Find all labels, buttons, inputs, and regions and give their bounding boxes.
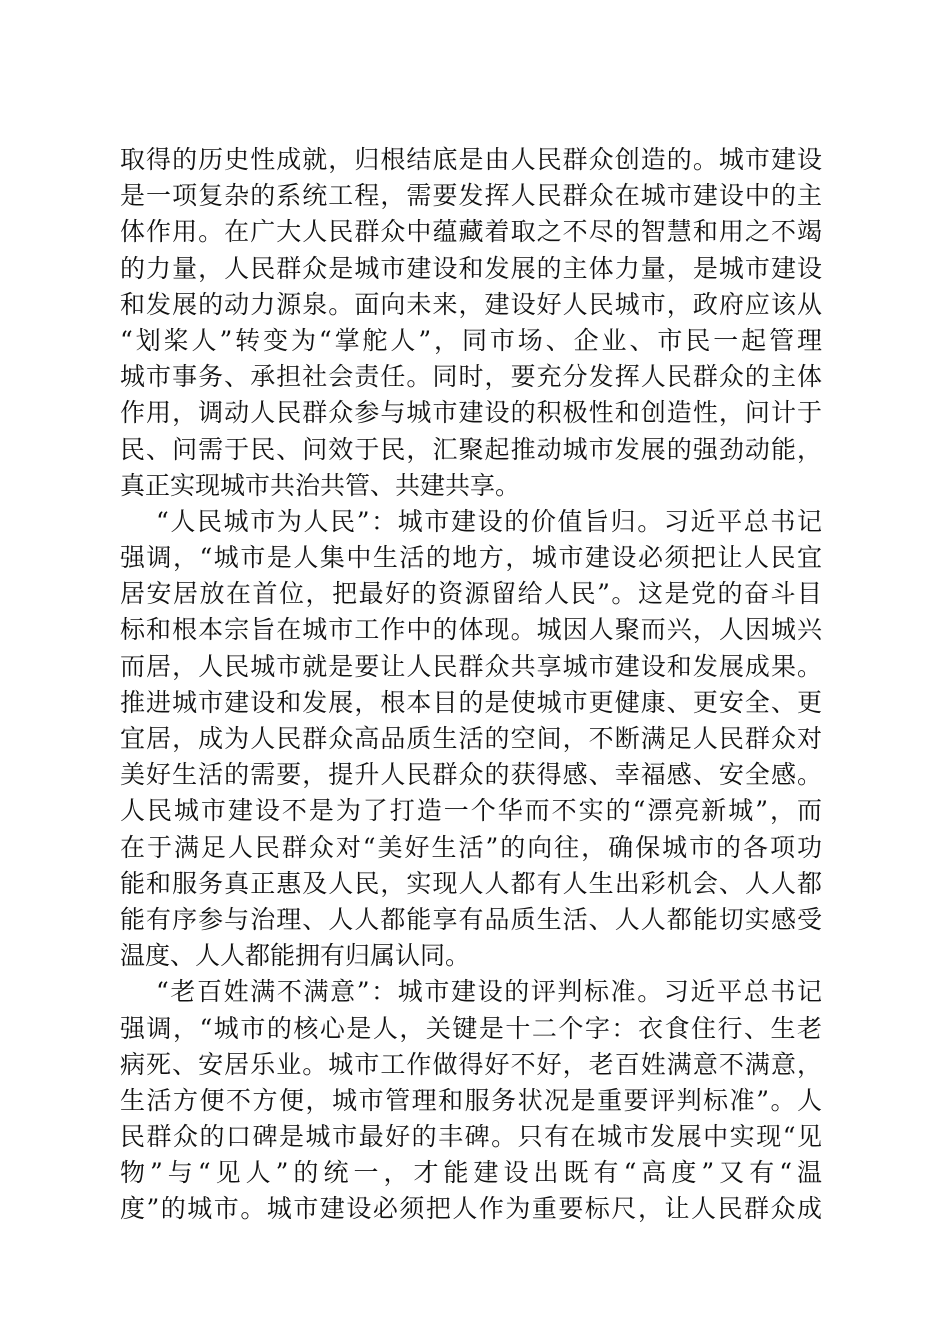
text-line: 标和根本宗旨在城市工作中的体现。城因人聚而兴，人因城兴 xyxy=(120,615,822,645)
text-line: “划桨人”转变为“掌舵人”，同市场、企业、市民一起管理 xyxy=(120,325,822,355)
text-line: 而居，人民城市就是要让人民群众共享城市建设和发展成果。 xyxy=(120,651,822,681)
text-line: 度”的城市。城市建设必须把人作为重要标尺，让人民群众成 xyxy=(120,1194,822,1224)
text-line: 强调，“城市是人集中生活的地方，城市建设必须把让人民宜 xyxy=(120,543,822,573)
text-line: 体作用。在广大人民群众中蕴藏着取之不尽的智慧和用之不竭 xyxy=(120,217,822,247)
document-body xyxy=(120,142,822,1228)
text-line: 能有序参与治理、人人都能享有品质生活、人人都能切实感受 xyxy=(120,904,822,934)
text-line: 和发展的动力源泉。面向未来，建设好人民城市，政府应该从 xyxy=(120,289,822,319)
text-line: 民群众的口碑是城市最好的丰碑。只有在城市发展中实现“见 xyxy=(120,1122,822,1152)
text-line: 强调，“城市的核心是人，关键是十二个字：衣食住行、生老 xyxy=(120,1013,822,1043)
text-line: 民、问需于民、问效于民，汇聚起推动城市发展的强劲动能， xyxy=(120,434,822,464)
text-line: 推进城市建设和发展，根本目的是使城市更健康、更安全、更 xyxy=(120,687,822,717)
paragraph xyxy=(120,504,822,974)
text-line: 美好生活的需要，提升人民群众的获得感、幸福感、安全感。 xyxy=(120,760,822,790)
text-line: 物”与“见人”的统一，才能建设出既有“高度”又有“温 xyxy=(120,1158,822,1188)
text-line: 在于满足人民群众对“美好生活”的向往，确保城市的各项功 xyxy=(120,832,822,862)
text-line: 居安居放在首位，把最好的资源留给人民”。这是党的奋斗目 xyxy=(120,579,822,609)
text-line: 真正实现城市共治共管、共建共享。 xyxy=(120,470,521,500)
text-line: 人民城市建设不是为了打造一个华而不实的“漂亮新城”，而 xyxy=(120,796,822,826)
paragraph xyxy=(120,142,822,504)
text-line: “老百姓满不满意”：城市建设的评判标准。习近平总书记 xyxy=(156,977,822,1007)
text-line: 取得的历史性成就，归根结底是由人民群众创造的。城市建设 xyxy=(120,145,822,174)
text-line: 的力量，人民群众是城市建设和发展的主体力量，是城市建设 xyxy=(120,253,822,283)
text-line: 是一项复杂的系统工程，需要发挥人民群众在城市建设中的主 xyxy=(120,181,822,211)
text-line: 作用，调动人民群众参与城市建设的积极性和创造性，问计于 xyxy=(120,398,822,428)
text-line: “人民城市为人民”：城市建设的价值旨归。习近平总书记 xyxy=(156,506,822,536)
text-line: 病死、安居乐业。城市工作做得好不好，老百姓满意不满意， xyxy=(120,1049,822,1079)
paragraph xyxy=(120,974,822,1227)
text-line: 生活方便不方便，城市管理和服务状况是重要评判标准”。人 xyxy=(120,1085,822,1115)
text-line: 城市事务、承担社会责任。同时，要充分发挥人民群众的主体 xyxy=(120,362,822,392)
text-line: 宜居，成为人民群众高品质生活的空间，不断满足人民群众对 xyxy=(120,724,822,753)
text-line: 温度、人人都能拥有归属认同。 xyxy=(120,941,471,971)
text-line: 能和服务真正惠及人民，实现人人都有人生出彩机会、人人都 xyxy=(120,868,822,898)
